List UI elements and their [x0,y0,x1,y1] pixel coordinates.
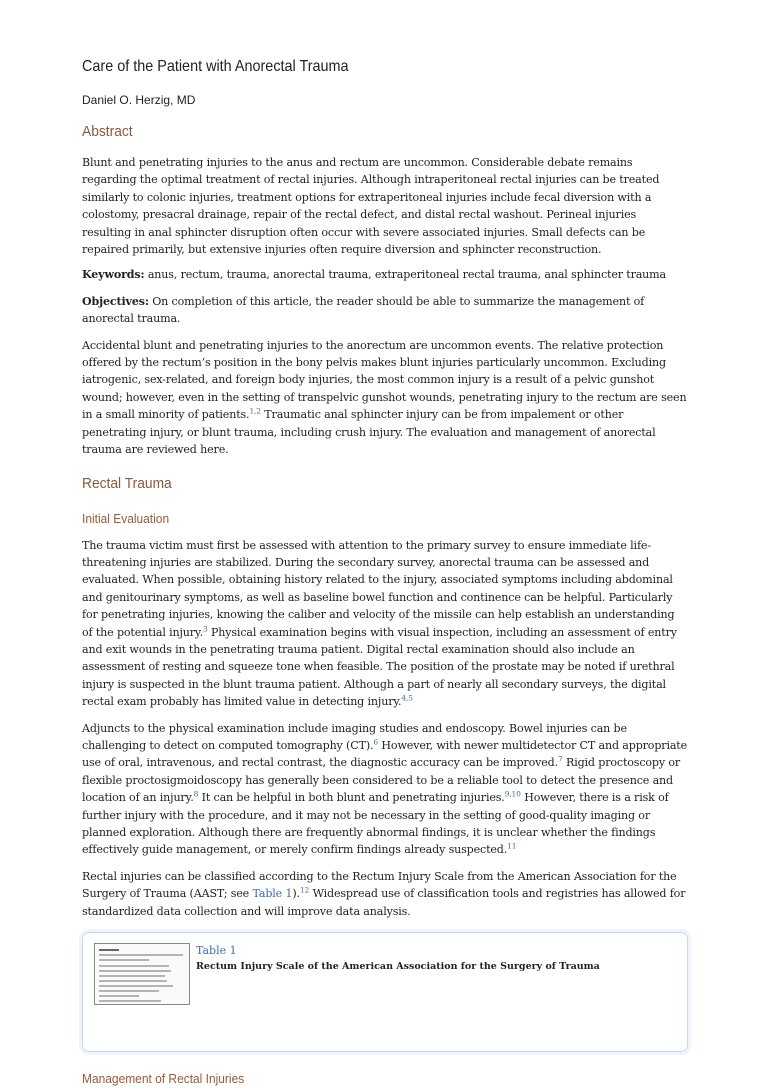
eval2-text-a: Adjuncts to the physical examination include imaging studies and endoscopy. Bowel injuries can be challenging to detect on computed tomography (CT). [82,721,627,752]
citation-1-2[interactable]: 1,2 [249,406,261,416]
eval2-text-b: However, with newer multidetector CT and appropriate use of oral, intravenous, and rectal contrast, the diagnostic accuracy can be improved. [82,738,688,770]
citation-8[interactable]: 8 [193,789,199,799]
citation-6[interactable]: 6 [373,737,379,747]
initial-evaluation-heading: Initial Evaluation [82,510,170,526]
eval3-text-b: ). [292,887,300,901]
evaluation-paragraph-3 [82,868,688,920]
eval3-text-c: Widespread use of classification tools and registries has allowed for standardized data collection and will improve data analysis. [82,887,686,918]
eval1-text-a: The trauma victim must first be assessed with attention to the primary survey to ensure immediate life-threatening injuries are stabilized. During the secondary survey, anorectal trauma can be assessed and evaluated. When possible, obtaining history related to the injury, associated symptoms including abdominal and genitourinary symptoms, as well as baseline bowel function and continence can be helpful. Particularly for penetrating injuries, knowing the caliber and velocity of the missile can help establish an understanding of the potential injury. [82,538,675,639]
table-1-label[interactable]: Table 1 [196,944,237,958]
table-1-box[interactable] [82,932,688,1052]
table-1-link[interactable]: Table 1 [252,887,293,901]
table-1-thumbnail[interactable] [94,943,190,1005]
keywords-label: Keywords: [82,268,145,282]
management-heading: Management of Rectal Injuries [82,1071,245,1087]
eval2-text-e: However, there is a risk of further injury with the procedure, and it may not be necessary in the setting of good-quality imaging or planned exploration. Although there are frequently abnormal findings, it is unclear whether the findings effectively guide management, or merely confirm findings already suspected. [82,791,669,857]
table-1-caption: Rectum Injury Scale of the American Association for the Surgery of Trauma [196,961,600,973]
citation-9-10[interactable]: 9,10 [504,789,521,799]
objectives-label: Objectives: [82,294,149,308]
article-content [82,56,688,1088]
eval2-text-d: It can be helpful in both blunt and penetrating injuries. [198,791,505,805]
keywords-paragraph [82,266,688,283]
citation-11[interactable]: 11 [507,841,517,851]
keywords-text: anus, rectum, trauma, anorectal trauma, extraperitoneal rectal trauma, anal sphincter trauma [147,268,667,282]
intro-text-a: Accidental blunt and penetrating injuries to the anorectum are uncommon events. The relative protection offered by the rectum’s position in the bony pelvis makes blunt injuries particularly uncommon. Excluding iatrogenic, sex-related, and foreign body injuries, the most common injury is a result of a pelvic gunshot wound; however, even in the setting of transpelvic gunshot wounds, penetrating injury to the rectum are seen in a small minority of patients. [82,338,687,422]
citation-3[interactable]: 3 [202,623,208,633]
eval3-text-a: Rectal injuries can be classified according to the Rectum Injury Scale from the American Association for the Surgery of Trauma (AAST; see [82,869,677,901]
citation-12[interactable]: 12 [299,885,310,895]
article-author[interactable]: Daniel O. Herzig, MD [82,93,196,107]
intro-text-b: Traumatic anal sphincter injury can be from impalement or other penetrating injury, or blunt trauma, including crush injury. The evaluation and management of anorectal trauma are reviewed here. [82,408,656,457]
article-title: Care of the Patient with Anorectal Trauma [82,58,349,75]
abstract-paragraph: Blunt and penetrating injuries to the anus and rectum are uncommon. Considerable debate remains regarding the optimal treatment of rectal injuries. Although intraperitoneal rectal injuries can be treated similarly to colonic injuries, treatment options for extraperitoneal injuries include fecal diversion with a colostomy, presacral drainage, repair of the rectal defect, and distal rectal washout. Perineal injuries resulting in anal sphincter disruption often occur with severe associated injuries. Small defects can be repaired primarily, but extensive injuries often require diversion and sphincter reconstruction. [82,156,660,257]
evaluation-paragraph-2 [82,720,688,859]
objectives-paragraph [82,293,688,328]
rectal-trauma-heading: Rectal Trauma [82,474,172,492]
citation-4-5[interactable]: 4,5 [401,693,413,703]
eval2-text-c: Rigid proctoscopy or flexible proctosigmoidoscopy has generally been considered to be a reliable tool to detect the presence and location of an injury. [82,756,681,805]
intro-paragraph [82,337,688,459]
evaluation-paragraph-1 [82,537,688,711]
abstract-heading: Abstract [82,123,133,140]
objectives-text: On completion of this article, the reader should be able to summarize the management of anorectal trauma. [82,294,645,326]
citation-7[interactable]: 7 [557,754,563,764]
eval1-text-b: Physical examination begins with visual inspection, including an assessment of entry and exit wounds in the penetrating trauma patient. Digital rectal examination should also include an assessment of resting and squeeze tone when feasible. The position of the prostate may be noted if urethral injury is suspected in the blunt trauma patient. Although a part of nearly all secondary surveys, the digital rectal exam probably has limited value in detecting injury. [82,625,677,709]
